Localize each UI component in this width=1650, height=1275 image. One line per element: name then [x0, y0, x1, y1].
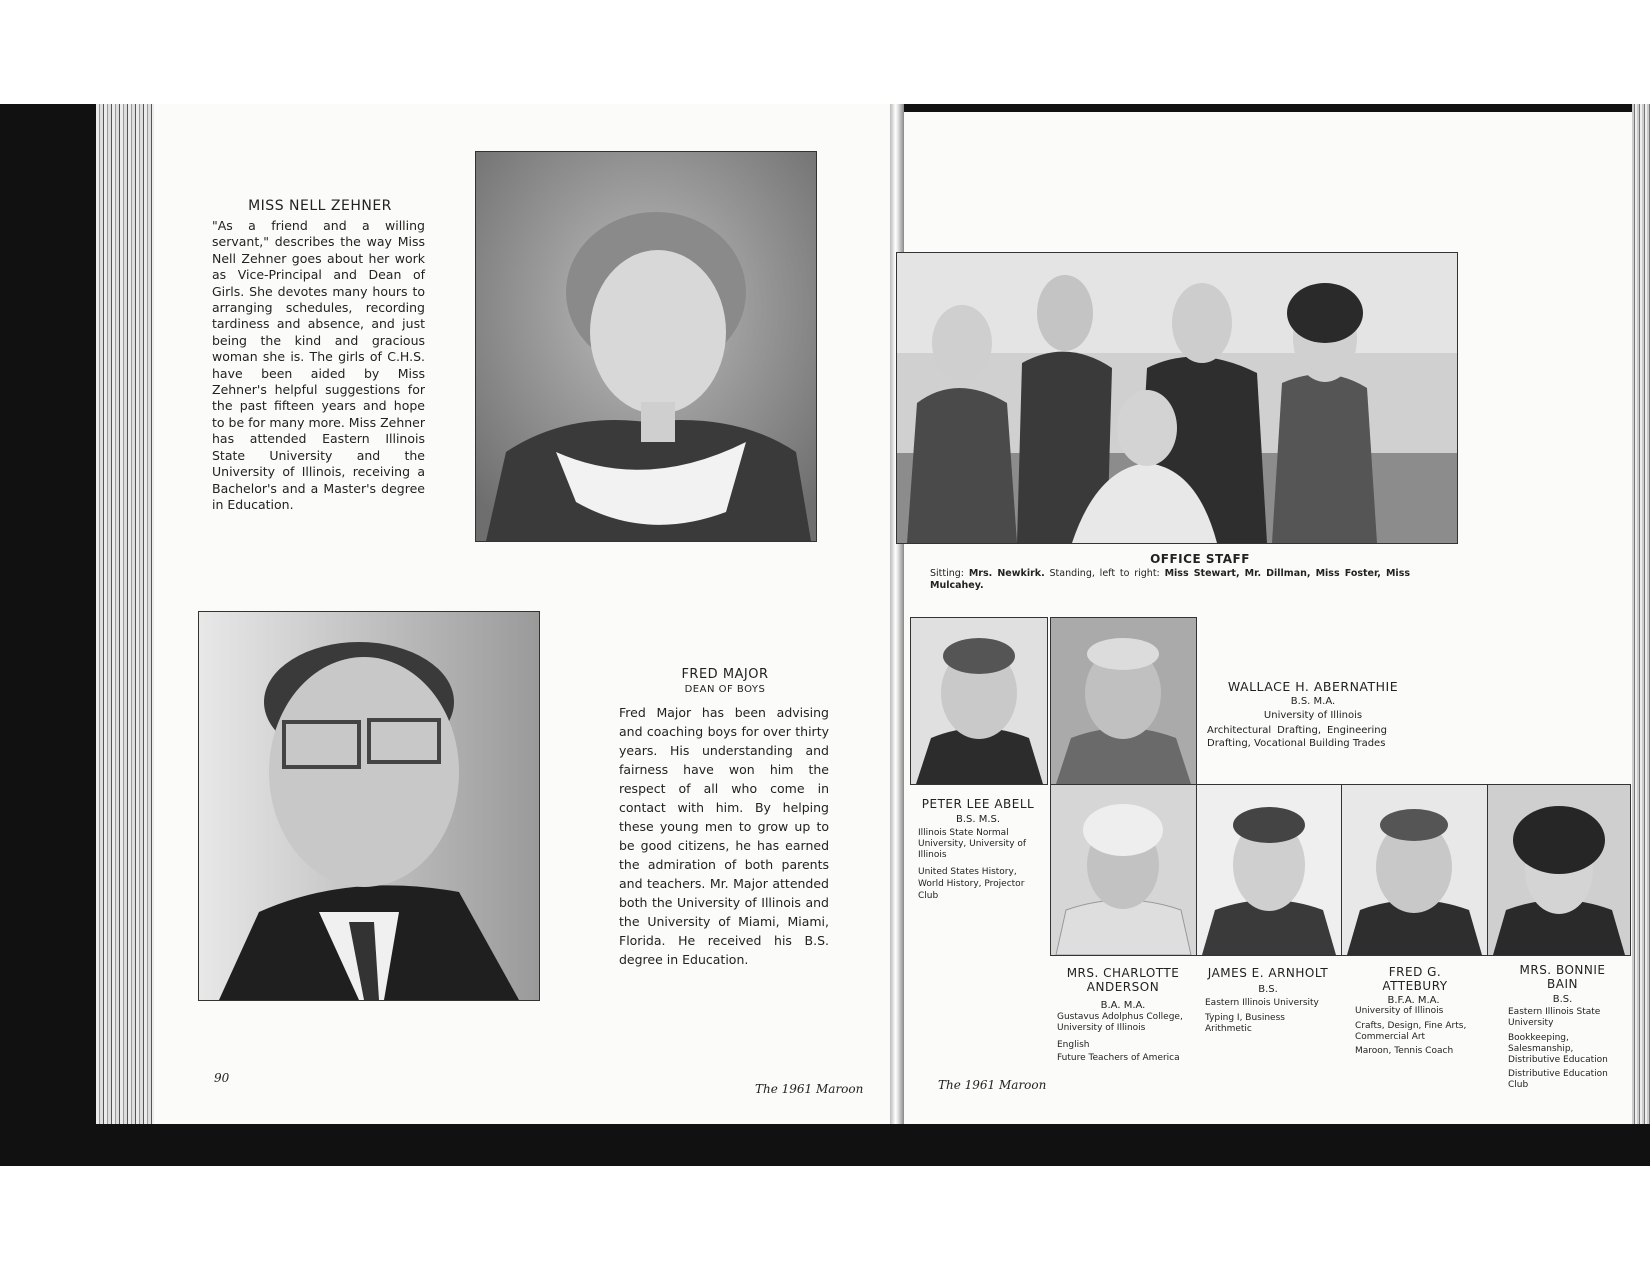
left-footer: The 1961 Maroon	[755, 1082, 864, 1096]
anderson-portrait	[1050, 784, 1197, 956]
abernathie-subjects: Architectural Drafting, Engineering Drafting, Vocational Building Trades	[1207, 725, 1387, 749]
abell-school: Illinois State Normal University, University of Illinois	[918, 828, 1027, 860]
zehner-portrait	[475, 151, 817, 542]
arnholt-name: JAMES E. ARNHOLT	[1207, 966, 1329, 980]
bain-portrait	[1487, 784, 1631, 956]
abernathie-name: WALLACE H. ABERNATHIE	[1227, 679, 1399, 694]
attebury-activities: Maroon, Tennis Coach	[1355, 1046, 1454, 1056]
arnholt-school: Eastern Illinois University	[1205, 998, 1319, 1008]
attebury-subjects: Crafts, Design, Fine Arts, Commercial Art	[1355, 1021, 1467, 1042]
right-page-edges	[1632, 104, 1650, 1124]
anderson-subject: English	[1057, 1040, 1090, 1050]
bain-subjects: Bookkeeping, Salesmanship, Distributive Education	[1508, 1033, 1608, 1065]
abell-subjects: United States History, World History, Projector Club	[918, 867, 1025, 901]
abernathie-degree: B.S. M.A.	[1290, 696, 1336, 707]
bain-school: Eastern Illinois State University	[1508, 1007, 1601, 1028]
major-title: DEAN OF BOYS	[684, 684, 766, 695]
attebury-degree: B.F.A. M.A.	[1387, 995, 1440, 1006]
anderson-name: MRS. CHARLOTTE ANDERSON	[1066, 966, 1180, 994]
abell-name: PETER LEE ABELL	[921, 797, 1035, 811]
caption-standing-label: Standing, left to right:	[1049, 568, 1160, 579]
arnholt-portrait	[1196, 784, 1342, 956]
abell-portrait	[910, 617, 1048, 785]
zehner-name: MISS NELL ZEHNER	[248, 198, 392, 214]
attebury-school: University of Illinois	[1355, 1006, 1444, 1016]
major-bio: Fred Major has been advising and coaching boys for over thirty years. His understanding and fairness have won him the respect of all who come in contact with him. By helping these young men to grow up to be good citizens, he has earned the admiration of both parents and teachers. Mr. Major attended both the University of Illinois and the University of Miami, Miami, Florida. He received his B.S. degree in Education.	[619, 705, 829, 967]
anderson-club: Future Teachers of America	[1057, 1053, 1180, 1063]
abernathie-school: University of Illinois	[1263, 710, 1363, 721]
caption-sitting-label: Sitting:	[930, 568, 965, 579]
major-name: FRED MAJOR	[681, 667, 769, 682]
office-staff-photo	[896, 252, 1458, 544]
caption-standing-names: Miss Stewart, Mr. Dillman, Miss Foster, Miss Mulcahey.	[930, 568, 1411, 591]
zehner-bio: "As a friend and a willing servant," describes the way Miss Nell Zehner goes about her work as Vice-Principal and Dean of Girls. She devotes many hours to arranging schedules, recording tardiness and absence, and just being the kind and gracious woman she is. The girls of C.H.S. have been aided by Miss Zehner's helpful suggestions for the past fifteen years and hope to be for many more. Miss Zehner has attended Eastern Illinois State University and the University of Illinois, receiving a Bachelor's and a Master's degree in Education.	[212, 218, 425, 512]
page-edges	[96, 104, 154, 1124]
office-staff-title: OFFICE STAFF	[1150, 552, 1250, 566]
page-number: 90	[214, 1071, 230, 1085]
office-staff-caption	[930, 568, 1410, 592]
bain-degree: B.S.	[1552, 994, 1573, 1005]
anderson-degree: B.A. M.A.	[1100, 1000, 1146, 1011]
bain-name: MRS. BONNIE BAIN	[1519, 963, 1606, 991]
abernathie-portrait	[1050, 617, 1197, 785]
arnholt-degree: B.S.	[1258, 984, 1278, 995]
right-footer: The 1961 Maroon	[938, 1078, 1047, 1092]
abell-degree: B.S. M.S.	[955, 814, 1001, 825]
arnholt-subjects: Typing I, Business Arithmetic	[1205, 1013, 1285, 1034]
anderson-school: Gustavus Adolphus College, University of Illinois	[1057, 1012, 1183, 1033]
caption-sitting-name: Mrs. Newkirk.	[968, 568, 1045, 579]
major-portrait	[198, 611, 540, 1001]
attebury-portrait	[1341, 784, 1488, 956]
attebury-name: FRED G. ATTEBURY	[1382, 965, 1448, 993]
bain-club: Distributive Education Club	[1508, 1069, 1608, 1090]
